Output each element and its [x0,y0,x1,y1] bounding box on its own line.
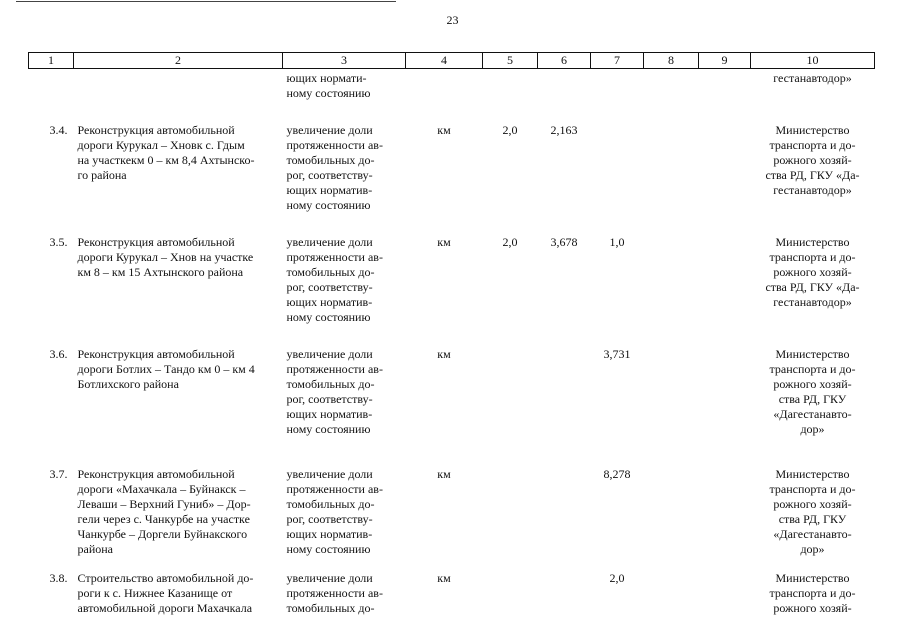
value-col6-cell: 2,163 [550,123,578,137]
text-line: дор» [800,542,825,556]
program-table [28,52,875,616]
measure-name-cell [74,235,283,325]
text-line: Строительство автомобильной до- [77,571,254,585]
text-line: протяженности ав- [286,362,383,376]
text-line: рожного хозяй- [773,265,852,279]
table-row [29,347,875,437]
page-number: 23 [446,13,459,27]
text-line: рог, соответству- [286,280,373,294]
executor-cell [751,467,875,557]
unit-cell: км [437,347,451,361]
text-line: ющих норматив- [286,183,373,197]
continuation-indicator-cell [283,69,406,102]
header-cell-6: 6 [538,53,591,69]
text-line: «Дагестанавто- [773,527,852,541]
text-line: ющих норматив- [286,527,373,541]
text-line: роги к с. Нижнее Казанище от [77,586,233,600]
measure-name-cell [74,467,283,557]
text-line: транспорта и до- [769,250,856,264]
value-col8-cell [644,571,699,616]
value-col8-cell [644,347,699,437]
header-cell-9: 9 [699,53,751,69]
indicator-cell [283,235,406,325]
text-line: ному состоянию [286,86,371,100]
value-col5-cell [483,347,538,437]
row-spacer [29,101,875,123]
row-number-cell: 3.7. [49,467,68,481]
unit-cell: км [437,571,451,585]
value-col6-cell [538,467,591,557]
row-spacer [29,213,875,235]
text-line: протяженности ав- [286,586,383,600]
text-line: ному состоянию [286,422,371,436]
text-line: гестанавтодор» [773,295,852,309]
text-line: ющих нормати- [286,71,367,85]
text-line: томобильных до- [286,497,375,511]
text-line: транспорта и до- [769,586,856,600]
text-line: увеличение доли [286,235,373,249]
text-line: гестанавтодор» [773,183,852,197]
text-line: ному состоянию [286,310,371,324]
text-line: ства РД, ГКУ [778,392,847,406]
header-cell-3: 3 [283,53,406,69]
continuation-executor-cell [751,69,875,102]
table-row [29,123,875,213]
text-line: ному состоянию [286,198,371,212]
row-number-cell: 3.6. [49,347,68,361]
value-col9-cell [699,123,751,213]
executor-cell [751,347,875,437]
indicator-cell [283,571,406,616]
text-line: транспорта и до- [769,362,856,376]
value-col5-cell: 2,0 [502,123,518,137]
measure-name-cell [74,123,283,213]
text-line: Министерство [775,123,850,137]
executor-cell [751,123,875,213]
text-line: рожного хозяй- [773,601,852,615]
text-line: дороги Ботлих – Тандо км 0 – км 4 [77,362,255,376]
row-spacer [29,557,875,571]
text-line: дороги Курукал – Хновк с. Гдым [77,138,245,152]
text-line: увеличение доли [286,123,373,137]
value-col7-cell: 8,278 [603,467,631,481]
text-line: ному состоянию [286,542,371,556]
executor-cell [751,571,875,616]
header-cell-4: 4 [406,53,483,69]
value-col7-cell: 2,0 [609,571,625,585]
text-line: Министерство [775,467,850,481]
measure-name-cell [74,571,283,616]
header-cell-5: 5 [483,53,538,69]
text-line: ства РД, ГКУ «Да- [765,280,860,294]
text-line: рог, соответству- [286,392,373,406]
value-col8-cell [644,123,699,213]
row-number-cell: 3.8. [49,571,68,585]
header-row [29,53,875,69]
text-line: томобильных до- [286,377,375,391]
text-line: ства РД, ГКУ «Да- [765,168,860,182]
text-line: томобильных до- [286,265,375,279]
text-line: томобильных до- [286,153,375,167]
value-col7-cell: 1,0 [609,235,625,249]
row-spacer [29,325,875,347]
text-line: увеличение доли [286,467,373,481]
unit-cell: км [437,235,451,249]
value-col6-cell: 3,678 [550,235,578,249]
text-line: дороги Курукал – Хнов на участке [77,250,254,264]
text-line: Министерство [775,571,850,585]
text-line: рог, соответству- [286,512,373,526]
top-rule [16,1,396,2]
text-line: Чанкурбе – Доргели Буйнакского [77,527,248,541]
text-line: Министерство [775,347,850,361]
value-col8-cell [644,467,699,557]
text-line: автомобильной дороги Махачкала [77,601,253,615]
text-line: района [77,542,113,556]
text-line: км 8 – км 15 Ахтынского района [77,265,244,279]
row-number-cell: 3.4. [49,123,68,137]
unit-cell: км [437,467,451,481]
unit-cell: км [437,123,451,137]
value-col7-cell [591,123,644,213]
text-line: «Дагестанавто- [773,407,852,421]
text-line: го района [77,168,127,182]
header-cell-10: 10 [751,53,875,69]
value-col9-cell [699,467,751,557]
value-col5-cell [483,467,538,557]
text-line: рожного хозяй- [773,497,852,511]
text-line: Реконструкция автомобильной [77,123,235,137]
indicator-cell [283,123,406,213]
text-line: рожного хозяй- [773,377,852,391]
row-number-cell: 3.5. [49,235,68,249]
text-line: Министерство [775,235,850,249]
text-line: протяженности ав- [286,138,383,152]
header-cell-8: 8 [644,53,699,69]
text-line: увеличение доли [286,347,373,361]
table-row [29,235,875,325]
text-line: Леваши – Верхний Гуниб» – Дор- [77,497,251,511]
value-col9-cell [699,571,751,616]
executor-cell [751,235,875,325]
value-col9-cell [699,235,751,325]
header-cell-2: 2 [74,53,283,69]
text-line: протяженности ав- [286,482,383,496]
value-col5-cell: 2,0 [502,235,518,249]
text-line: гели через с. Чанкурбе на участке [77,512,250,526]
header-cell-1: 1 [29,53,74,69]
text-line: транспорта и до- [769,138,856,152]
text-line: на участкекм 0 – км 8,4 Ахтынско- [77,153,255,167]
text-line: рожного хозяй- [773,153,852,167]
header-cell-7: 7 [591,53,644,69]
text-line: ющих норматив- [286,295,373,309]
text-line: Реконструкция автомобильной [77,235,235,249]
table-row [29,467,875,557]
text-line: дор» [800,422,825,436]
text-line: увеличение доли [286,571,373,585]
text-line: томобильных до- [286,601,375,615]
text-line: дороги «Махачкала – Буйнакск – [77,482,246,496]
value-col6-cell [538,571,591,616]
indicator-cell [283,467,406,557]
value-col8-cell [644,235,699,325]
continuation-row [29,69,875,102]
text-line: протяженности ав- [286,250,383,264]
indicator-cell [283,347,406,437]
measure-name-cell [74,347,283,437]
text-line: ющих норматив- [286,407,373,421]
text-line: рог, соответству- [286,168,373,182]
value-col6-cell [538,347,591,437]
text-line: транспорта и до- [769,482,856,496]
table-body [29,53,875,617]
text-line: ства РД, ГКУ [778,512,847,526]
row-spacer [29,437,875,467]
value-col5-cell [483,571,538,616]
text-line: Реконструкция автомобильной [77,347,235,361]
value-col9-cell [699,347,751,437]
text-line: Реконструкция автомобильной [77,467,235,481]
text-line: гестанавтодор» [773,71,852,85]
table-row [29,571,875,616]
text-line: Ботлихского района [77,377,179,391]
value-col7-cell: 3,731 [603,347,631,361]
